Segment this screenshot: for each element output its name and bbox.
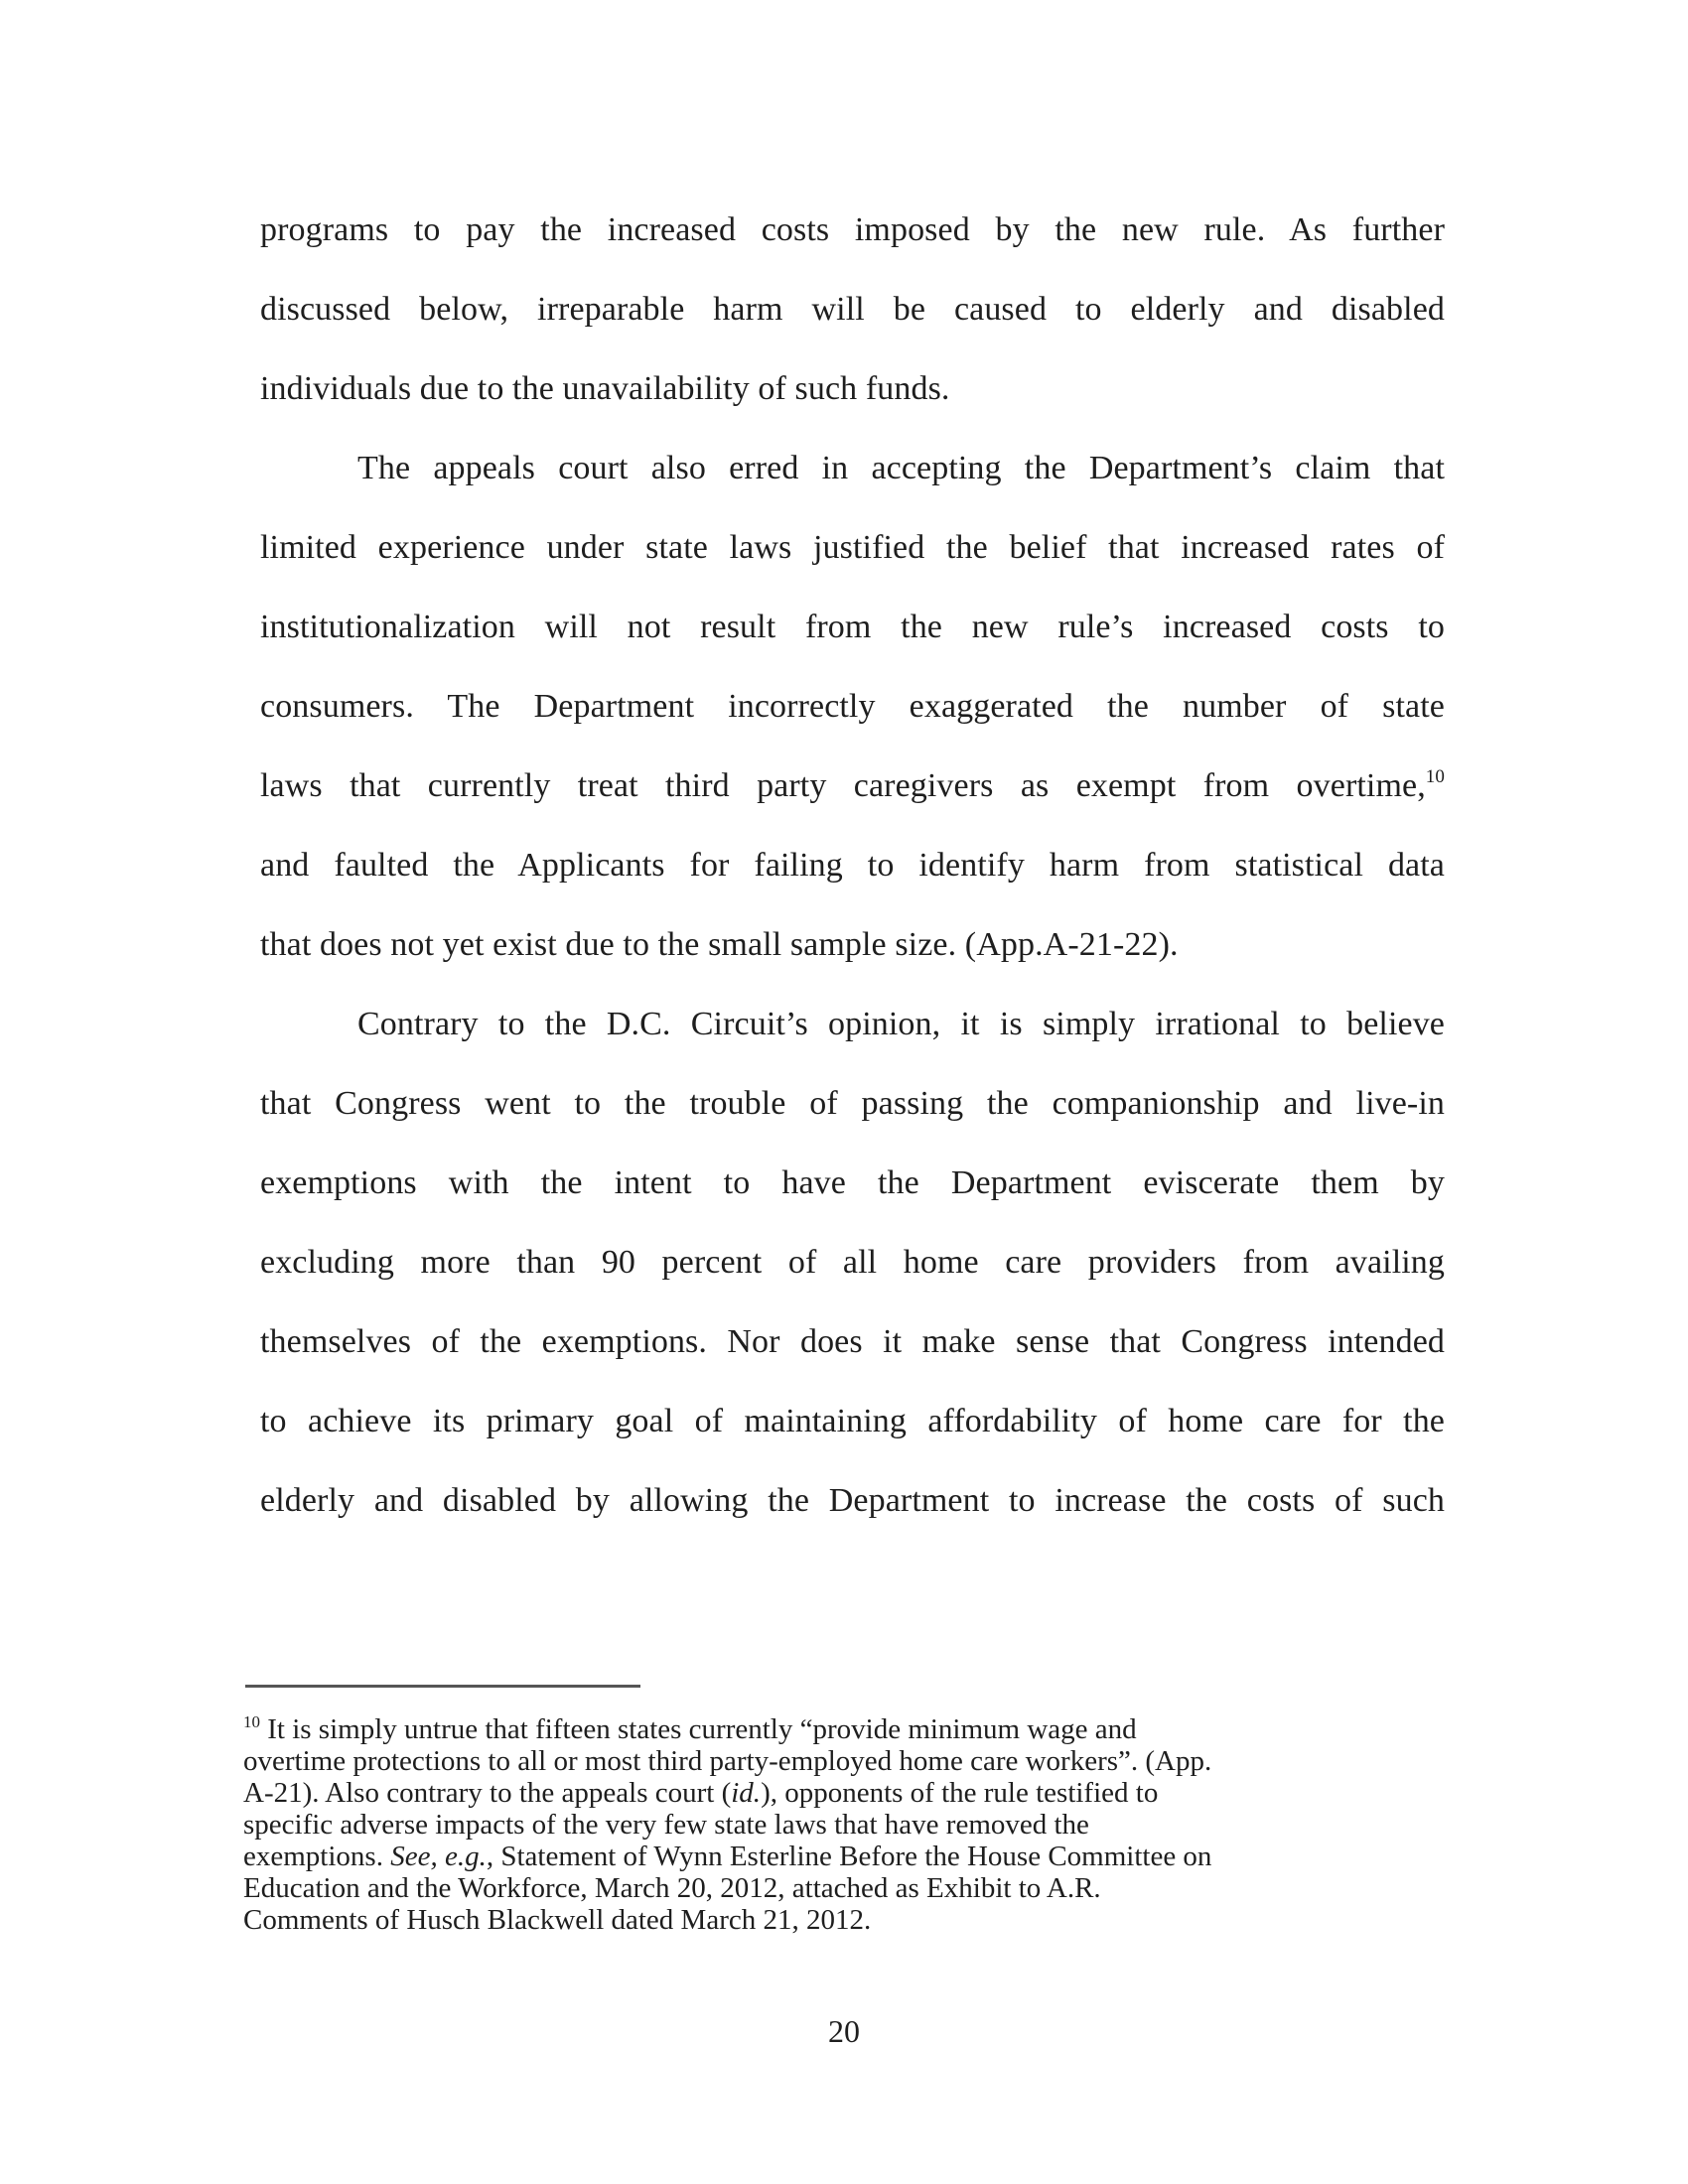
body-line: consumers. The Department incorrectly exaggerated the number of state bbox=[260, 688, 1445, 725]
body-line: limited experience under state laws justified the belief that increased rates of bbox=[260, 529, 1445, 566]
page-number: 20 bbox=[828, 2013, 860, 2049]
body-line: themselves of the exemptions. Nor does it make sense that Congress intended bbox=[260, 1323, 1445, 1360]
footnote-line: Comments of Husch Blackwell dated March 21, 2012. bbox=[243, 1904, 872, 1936]
body-line-with-footnote bbox=[260, 766, 1445, 806]
footnote-citation-italic: id. bbox=[731, 1777, 762, 1809]
body-line: Contrary to the D.C. Circuit’s opinion, it is simply irrational to believe bbox=[357, 1006, 1445, 1042]
body-line-text: laws that currently treat third party caregivers as exempt from overtime, bbox=[260, 767, 1426, 804]
footnote-line: Education and the Workforce, March 20, 2012, attached as Exhibit to A.R. bbox=[243, 1872, 1101, 1904]
footnote-line bbox=[243, 1778, 1435, 1808]
body-line: that does not yet exist due to the small sample size. (App.A-21-22). bbox=[260, 926, 1179, 963]
footnote-text: exemptions. bbox=[243, 1841, 391, 1872]
footnote-text: ), opponents of the rule testified to bbox=[761, 1777, 1159, 1809]
footnote-signal-italic: See, e.g. bbox=[390, 1841, 487, 1872]
body-line: programs to pay the increased costs imposed by the new rule. As further bbox=[260, 211, 1445, 248]
footnote-text: It is simply untrue that fifteen states currently “provide minimum wage and bbox=[267, 1713, 1137, 1745]
footnote-reference[interactable]: 10 bbox=[1425, 766, 1445, 787]
footnote-line bbox=[243, 1842, 1435, 1871]
body-line: that Congress went to the trouble of passing the companionship and live-in bbox=[260, 1085, 1445, 1122]
footnote-line: overtime protections to all or most third party-employed home care workers”. (App. bbox=[243, 1745, 1212, 1777]
footnote-text: A-21). Also contrary to the appeals court ( bbox=[243, 1777, 732, 1809]
footnote-text: , Statement of Wynn Esterline Before the House Committee on bbox=[486, 1841, 1212, 1872]
body-line: exemptions with the intent to have the Department eviscerate them by bbox=[260, 1164, 1445, 1201]
footnote-separator bbox=[245, 1685, 640, 1688]
body-line: and faulted the Applicants for failing to identify harm from statistical data bbox=[260, 847, 1445, 884]
footnote-line bbox=[243, 1714, 1435, 1744]
body-line: individuals due to the unavailability of such funds. bbox=[260, 370, 950, 407]
body-line: discussed below, irreparable harm will be caused to elderly and disabled bbox=[260, 291, 1445, 328]
body-line: elderly and disabled by allowing the Department to increase the costs of such bbox=[260, 1482, 1445, 1519]
body-line: to achieve its primary goal of maintaining affordability of home care for the bbox=[260, 1403, 1445, 1439]
footnote-number: 10 bbox=[243, 1712, 260, 1731]
body-line: The appeals court also erred in accepting the Department’s claim that bbox=[357, 450, 1445, 486]
footnote-line: specific adverse impacts of the very few state laws that have removed the bbox=[243, 1809, 1089, 1841]
body-line: excluding more than 90 percent of all home care providers from availing bbox=[260, 1244, 1445, 1281]
body-line: institutionalization will not result from the new rule’s increased costs to bbox=[260, 609, 1445, 645]
